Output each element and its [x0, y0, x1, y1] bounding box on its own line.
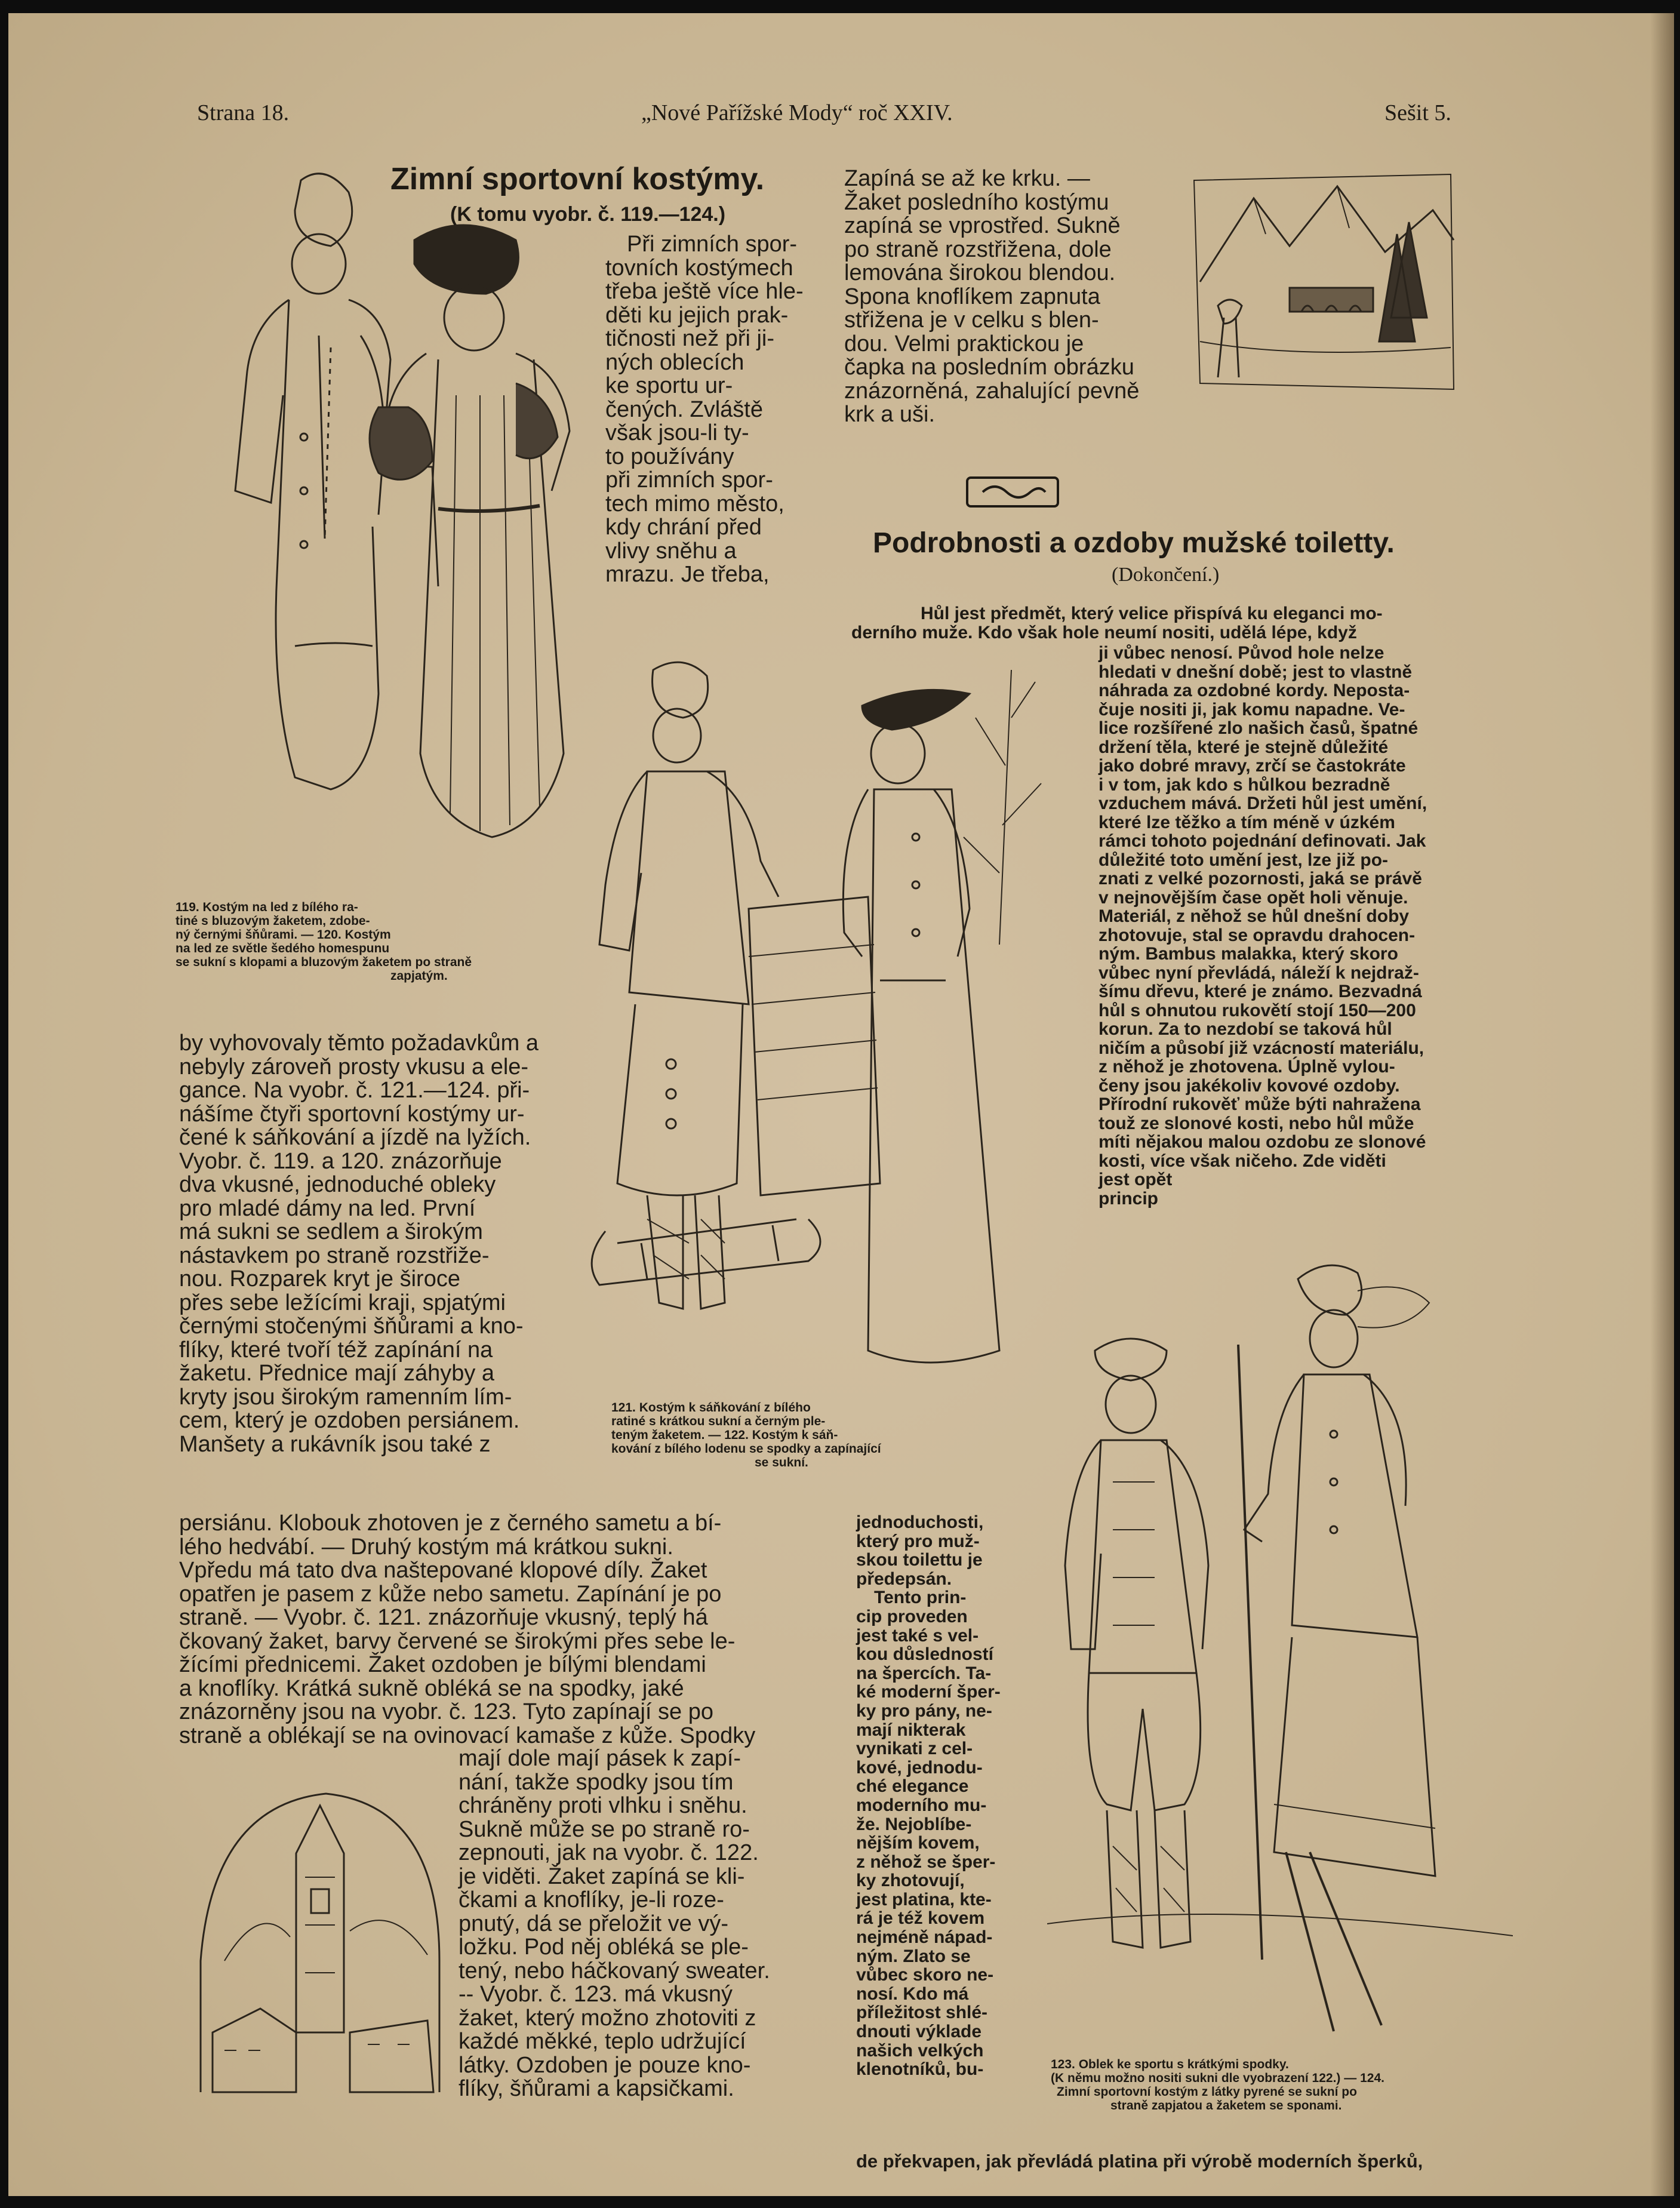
- caption-121-122: [611, 1401, 1029, 1469]
- caption-line: ratiné s krátkou sukní a černým ple-: [611, 1414, 826, 1428]
- text-line: vzduchem mává. Držeti hůl jest umění,: [1099, 794, 1427, 813]
- text-line: po straně rozstřižena, dole: [844, 236, 1112, 262]
- text-line: vlivy sněhu a: [605, 538, 737, 564]
- text-line: opatřen je pasem z kůže nebo sametu. Zapínání je po: [179, 1581, 722, 1607]
- text-line: dnouti výklade: [856, 2022, 982, 2042]
- text-line: dva vkusné, jednoduché obleky: [179, 1172, 496, 1197]
- fashion-illustration-119-120: [181, 156, 635, 897]
- text-line: nosí. Kdo má: [856, 1983, 969, 2004]
- text-line: děti ku jejich prak-: [605, 302, 789, 328]
- article1-bottom-text: [459, 1747, 830, 2101]
- text-line: předepsán.: [856, 1569, 952, 1589]
- mountain-vignette: [1182, 162, 1463, 395]
- text-line: vůbec skoro ne-: [856, 1965, 994, 1985]
- text-line: a knoflíky. Krátká sukně obléká se na spodky, jaké: [179, 1675, 684, 1701]
- text-line: korun. Za to nezdobí se taková hůl: [1099, 1019, 1392, 1039]
- text-line: však jsou-li ty-: [605, 420, 749, 445]
- text-line: nejméně nápad-: [856, 1927, 993, 1948]
- caption-line: se sukní.: [755, 1456, 808, 1469]
- text-line: ným. Zlato se: [856, 1946, 971, 1966]
- text-line: zhotovuje, stal se opravdu drahocen-: [1099, 925, 1416, 945]
- text-line: žícími přednicemi. Žaket ozdoben je bílými blendami: [179, 1652, 706, 1677]
- text-line: který pro muž-: [856, 1531, 980, 1551]
- text-line: kdy chrání před: [605, 515, 762, 540]
- text-line: látky. Ozdoben je pouze kno-: [459, 2052, 751, 2078]
- text-line: ky zhotovují,: [856, 1871, 965, 1891]
- text-line: střižena je v celku s blen-: [844, 307, 1099, 333]
- text-line: straně a oblékají se na ovinovací kamaše z kůže. Spodky: [179, 1723, 756, 1748]
- fashion-illustration-123-124: [1047, 1255, 1513, 2043]
- text-line: kové, jednodu-: [856, 1757, 983, 1778]
- text-line: cem, který je ozdoben persiánem.: [179, 1408, 520, 1433]
- text-line: znázorněná, zahalující pevně: [844, 378, 1140, 404]
- text-line: Při zimních spor-: [627, 232, 798, 257]
- text-line: Žaket posledního kostýmu: [844, 189, 1109, 215]
- caption-line: tiné s bluzovým žaketem, zdobe-: [176, 914, 370, 928]
- text-line: Sukně může se po straně ro-: [459, 1816, 750, 1842]
- text-line: nástavkem po straně rozstřiže-: [179, 1243, 490, 1268]
- article-subtitle: (K tomu vyobr. č. 119.—124.): [450, 203, 726, 226]
- text-line: důležité toto umění jest, lze již po-: [1099, 850, 1389, 870]
- caption-line: na led ze světle šedého homespunu: [176, 942, 390, 955]
- caption-line: se sukní s klopami a bluzovým žaketem po straně: [176, 955, 472, 969]
- decorative-ornament: [965, 475, 1060, 509]
- text-line: žaket, který možno zhotoviti z: [459, 2005, 756, 2031]
- text-line: ničím a působí již vzácností materiálu,: [1099, 1038, 1424, 1058]
- caption-line: 121. Kostým k sáňkování z bílého: [611, 1401, 811, 1414]
- text-line: čkovaný žaket, barvy červené se širokými přes sebe le-: [179, 1628, 736, 1654]
- mountain-landscape-icon: [1182, 162, 1463, 395]
- text-line: ložku. Pod něj obléká se ple-: [459, 1935, 749, 1960]
- text-line: Vyobr. č. 119. a 120. znázorňuje: [179, 1148, 502, 1174]
- ski-scene-icon: [1047, 1255, 1513, 2043]
- text-line: nebyly zároveň prosty vkusu a ele-: [179, 1054, 529, 1080]
- text-line: princip: [1099, 1188, 1159, 1208]
- text-line: hůl s ohnutou rukovětí stojí 150—200: [1099, 1000, 1416, 1020]
- text-line: na špercích. Ta-: [856, 1663, 992, 1683]
- text-line: čuje nositi ji, jak komu napadne. Ve-: [1099, 699, 1405, 719]
- text-line: černými stočenými šňůrami a kno-: [179, 1314, 524, 1339]
- article2-last-line: de překvapen, jak převládá platina při výrobě moderních šperků,: [856, 2151, 1423, 2172]
- text-line: ným. Bambus malakka, který skoro: [1099, 944, 1398, 964]
- magazine-page: [8, 13, 1674, 2196]
- text-line: mají nikterak: [856, 1720, 966, 1740]
- text-line: držení těla, které je stejně důležité: [1099, 737, 1389, 757]
- sled-scene-icon: [581, 646, 1059, 1398]
- text-line: -- Vyobr. č. 123. má vkusný: [459, 1982, 733, 2007]
- text-line: vůbec nyní převládá, náleží k nejdraž-: [1099, 962, 1419, 983]
- text-line: má sukni se sedlem a širokým: [179, 1219, 483, 1244]
- text-line: tičnosti než při ji-: [605, 326, 774, 351]
- text-line: pnutý, dá se přeložit ve vý-: [459, 1911, 728, 1936]
- text-line: třeba ještě více hle-: [605, 279, 804, 304]
- caption-line: 119. Kostým na led z bílého ra-: [176, 900, 358, 914]
- text-line: lého hedvábí. — Druhý kostým má krátkou sukni.: [179, 1534, 673, 1560]
- article2-column-text: [1099, 644, 1510, 1208]
- text-line: čkami a knoflíky, je-li roze-: [459, 1887, 724, 1912]
- text-line: klenotníků, bu-: [856, 2059, 984, 2080]
- text-line: touž ze slonové kosti, nebo hůl může: [1099, 1113, 1414, 1133]
- text-line: čeny jsou jakékoliv kovové ozdoby.: [1099, 1075, 1400, 1096]
- page-edge-shadow: [1650, 13, 1674, 2196]
- text-line: skou toilettu je: [856, 1550, 983, 1570]
- text-line: i v tom, jak kdo s hůlkou bezradně: [1099, 774, 1390, 795]
- issue-number: Sešit 5.: [1384, 100, 1451, 125]
- caption-line: teným žaketem. — 122. Kostým k sáň-: [611, 1428, 838, 1442]
- text-line: každé měkké, teplo udržující: [459, 2029, 746, 2054]
- text-line: šímu dřevu, které je známo. Bezvadná: [1099, 982, 1422, 1001]
- text-line: lemována širokou blendou.: [844, 260, 1116, 285]
- article1-wide-text: [179, 1512, 830, 1748]
- text-line: že. Nejoblíbe-: [856, 1814, 972, 1834]
- article2-narrow-text: [856, 1513, 1035, 2079]
- caption-line: kování z bílého lodenu se spodky a zapínající: [611, 1442, 881, 1456]
- text-line: nějším kovem,: [856, 1833, 980, 1853]
- text-line: znázorněny jsou na vyobr. č. 123. Tyto zapínají se po: [179, 1699, 713, 1724]
- text-line: rá je též kovem: [856, 1908, 985, 1929]
- text-line: jest také s vel-: [856, 1625, 979, 1646]
- text-line: gance. Na vyobr. č. 121.—124. při-: [179, 1078, 530, 1103]
- text-line: ji vůbec nenosí. Původ hole nelze: [1099, 643, 1384, 663]
- text-line: ché elegance: [856, 1776, 969, 1797]
- running-title: „Nové Pařížské Mody“ roč XXIV.: [641, 100, 953, 125]
- text-line: při zimních spor-: [605, 468, 773, 493]
- text-line: z něhož je zhotovena. Úplně vylou-: [1099, 1057, 1395, 1077]
- text-line: persiánu. Klobouk zhotoven je z černého sametu a bí-: [179, 1511, 722, 1536]
- text-line: z něhož se šper-: [856, 1852, 996, 1872]
- text-line: našich velkých: [856, 2040, 984, 2061]
- text-line: náhrada za ozdobné kordy. Neposta-: [1099, 681, 1410, 700]
- text-line: jednoduchosti,: [856, 1512, 984, 1532]
- caption-line: ný černými šňůrami. — 120. Kostým: [176, 928, 391, 942]
- text-line: moderního mu-: [856, 1795, 987, 1815]
- caption-119-120: [176, 900, 605, 983]
- text-line: krk a uši.: [844, 402, 936, 427]
- text-line: Tento prin-: [874, 1588, 967, 1608]
- text-line: kou důsledností: [856, 1644, 994, 1665]
- text-line: vynikati z cel-: [856, 1739, 973, 1759]
- text-line: nášíme čtyři sportovní kostýmy ur-: [179, 1101, 525, 1127]
- text-line: mají dole mají pásek k zapí-: [459, 1746, 741, 1771]
- article2-subtitle: (Dokončení.): [1112, 564, 1220, 586]
- text-line: tovních kostýmech: [605, 255, 793, 281]
- fashion-illustration-121-122: [581, 646, 1059, 1398]
- text-line: Hůl jest předmět, který velice přispívá ku eleganci mo-: [921, 604, 1383, 623]
- fashion-plate-icon: [181, 156, 635, 897]
- ornament-icon: [965, 475, 1060, 509]
- text-line: ké moderní šper-: [856, 1682, 1001, 1702]
- text-line: čené k sáňkování a jízdě na lyžích.: [179, 1125, 531, 1150]
- text-line: kosti, více však ničeho. Zde viděti: [1099, 1151, 1386, 1171]
- text-line: nou. Rozparek kryt je široce: [179, 1266, 460, 1291]
- text-line: nání, takže spodky jsou tím: [459, 1769, 734, 1795]
- article2-title: Podrobnosti a ozdoby mužské toiletty.: [873, 527, 1395, 559]
- text-line: je viděti. Žaket zapíná se kli-: [459, 1863, 745, 1889]
- text-line: cip proveden: [856, 1606, 968, 1626]
- text-line: by vyhovovaly těmto požadavkům a: [179, 1031, 539, 1056]
- text-line: v nejnovějším čase opět holi věnuje.: [1099, 887, 1408, 908]
- text-line: ke sportu ur-: [605, 373, 733, 398]
- caption-line: zapjatým.: [390, 969, 448, 983]
- text-line: zepnouti, jak na vyobr. č. 122.: [459, 1840, 759, 1865]
- caption-line: straně zapjatou a žaketem se sponami.: [1110, 2099, 1342, 2112]
- text-line: jest opět: [1099, 1170, 1173, 1189]
- text-line: Materiál, z něhož se hůl dnešní doby: [1099, 906, 1410, 926]
- text-line: Přírodní rukověť může býti nahražena: [1099, 1094, 1421, 1114]
- church-tower-icon: [189, 1782, 451, 2104]
- text-line: dou. Velmi praktickou je: [844, 331, 1084, 356]
- text-line: zapíná se vprostřed. Sukně: [844, 213, 1121, 238]
- text-line: které lze těžko a tím méně v úzkém: [1099, 812, 1395, 832]
- text-line: straně. — Vyobr. č. 121. znázorňuje vkusný, teplý há: [179, 1605, 708, 1630]
- text-line: derního muže. Kdo však hole neumí nositi, udělá lépe, když: [851, 623, 1357, 642]
- text-line: Vpředu má tato dva naštepované klopové díly. Žaket: [179, 1558, 707, 1583]
- church-vignette: [189, 1782, 451, 2104]
- text-line: čených. Zvláště: [605, 396, 763, 422]
- text-line: čapka na posledním obrázku: [844, 355, 1134, 380]
- text-line: to používány: [605, 444, 734, 469]
- text-line: jest platina, kte-: [856, 1889, 992, 1909]
- text-line: žaketu. Přednice mají záhyby a: [179, 1361, 495, 1386]
- article1-intro-text: [605, 233, 818, 587]
- text-line: mrazu. Je třeba,: [605, 562, 770, 587]
- caption-line: Zimní sportovní kostým z látky pyrené se sukní po: [1057, 2085, 1357, 2099]
- text-line: hledati v dnešní době; jest to vlastně: [1099, 662, 1413, 682]
- article-title: Zimní sportovní kostýmy.: [390, 162, 765, 196]
- text-line: ky pro pány, ne-: [856, 1700, 992, 1721]
- text-line: tený, nebo háčkovaný sweater.: [459, 1958, 770, 1983]
- caption-line: (K němu možno nositi sukni dle vyobrazení 122.) — 124.: [1051, 2071, 1384, 2085]
- text-line: chráněny proti vlhku i sněhu.: [459, 1793, 747, 1818]
- text-line: flíky, šňůrami a kapsičkami.: [459, 2076, 734, 2101]
- text-line: tech mimo město,: [605, 491, 784, 516]
- text-line: lice rozšířené zlo našich časů, špatné: [1099, 718, 1419, 738]
- text-line: rámci tohoto pojednání definovati. Jak: [1099, 831, 1426, 851]
- text-line: kryty jsou širokým ramenním lím-: [179, 1384, 512, 1410]
- text-line: Manšety a rukávník jsou také z: [179, 1431, 491, 1457]
- text-line: znati z velké pozornosti, jaká se právě: [1099, 869, 1422, 888]
- text-line: flíky, které tvoří též zapínání na: [179, 1337, 493, 1363]
- text-line: pro mladé dámy na led. První: [179, 1195, 476, 1221]
- article1-main-text: [179, 1032, 571, 1456]
- article1-col3-text: [844, 167, 1179, 427]
- caption-123-124: [1051, 2058, 1504, 2112]
- caption-line: 123. Oblek ke sportu s krátkými spodky.: [1051, 2058, 1289, 2071]
- text-line: příležitost shlé-: [856, 2003, 988, 2023]
- text-line: přes sebe ležícími kraji, spjatými: [179, 1290, 506, 1315]
- text-line: míti nějakou malou ozdobu ze slonové: [1099, 1132, 1426, 1152]
- text-line: Spona knoflíkem zapnuta: [844, 284, 1100, 309]
- text-line: ných oblecích: [605, 349, 744, 375]
- text-line: Zapíná se až ke krku. —: [844, 166, 1090, 191]
- article2-intro: [851, 604, 1508, 642]
- text-line: jako dobré mravy, zrčí se častokráte: [1099, 756, 1406, 776]
- page-number: Strana 18.: [197, 100, 290, 125]
